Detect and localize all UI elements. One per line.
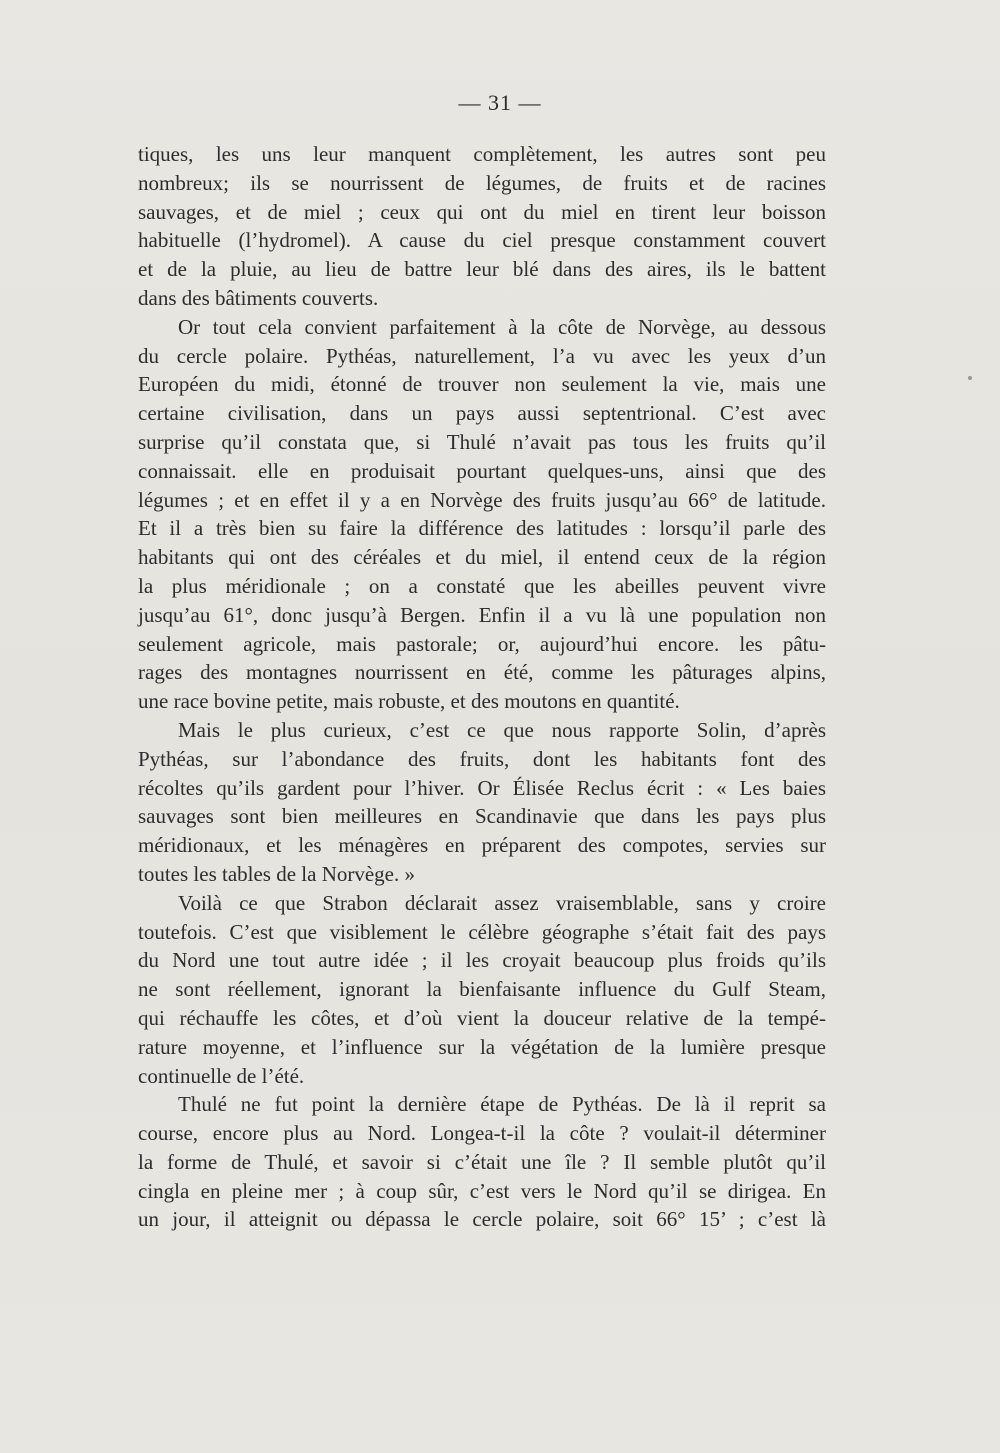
text-line: connaissait. elle en produisait pourtant quelques-uns, ainsi que des	[138, 458, 826, 483]
text-line: du Nord une tout autre idée ; il les croyait beaucoup plus froids qu’ils	[138, 948, 826, 973]
text-line: un jour, il atteignit ou dépassa le cercle polaire, soit 66° 15’ ; c’est là	[138, 1207, 826, 1232]
text-line: Voilà ce que Strabon déclarait assez vraisemblable, sans y croire	[178, 890, 826, 915]
text-line: et de la pluie, au lieu de battre leur blé dans des aires, ils le battent	[138, 257, 826, 282]
text-line: la plus méridionale ; on a constaté que les abeilles peuvent vivre	[138, 573, 826, 598]
text-line: toutes les tables de la Norvège. »	[138, 861, 415, 886]
text-line: qui réchauffe les côtes, et d’où vient la douceur relative de la tempé-	[138, 1005, 826, 1030]
text-line: habituelle (l’hydromel). A cause du ciel presque constamment couvert	[138, 228, 826, 253]
text-line: toutefois. C’est que visiblement le célèbre géographe s’était fait des pays	[138, 919, 826, 944]
text-line: continuelle de l’été.	[138, 1063, 305, 1088]
text-line: ne sont réellement, ignorant la bienfaisante influence du Gulf Steam,	[138, 977, 826, 1002]
text-line: légumes ; et en effet il y a en Norvège des fruits jusqu’au 66° de latitude.	[138, 487, 826, 512]
text-line: la forme de Thulé, et savoir si c’était une île ? Il semble plutôt qu’il	[138, 1149, 826, 1174]
text-line: méridionaux, et les ménagères en préparent des compotes, servies sur	[138, 833, 826, 858]
body-text	[138, 140, 826, 1234]
text-line: une race bovine petite, mais robuste, et des moutons en quantité.	[138, 689, 680, 714]
text-line: dans des bâtiments couverts.	[138, 285, 379, 310]
text-line: Et il a très bien su faire la différence des latitudes : lorsqu’il parle des	[138, 516, 826, 541]
text-line: surprise qu’il constata que, si Thulé n’avait pas tous les fruits qu’il	[138, 429, 826, 454]
text-line: rature moyenne, et l’influence sur la végétation de la lumière presque	[138, 1034, 826, 1059]
text-line: cingla en pleine mer ; à coup sûr, c’est vers le Nord qu’il se dirigea. En	[138, 1178, 826, 1203]
paper-speck	[968, 376, 972, 380]
page-number: — 31 —	[458, 90, 542, 115]
text-line: du cercle polaire. Pythéas, naturellement, l’a vu avec les yeux d’un	[138, 343, 826, 368]
text-line: certaine civilisation, dans un pays aussi septentrional. C’est avec	[138, 401, 826, 426]
text-line: sauvages, et de miel ; ceux qui ont du miel en tirent leur boisson	[138, 199, 826, 224]
text-line: course, encore plus au Nord. Longea-t-il la côte ? voulait-il déterminer	[138, 1121, 826, 1146]
text-line: seulement agricole, mais pastorale; or, aujourd’hui encore. les pâtu-	[138, 631, 826, 656]
text-line: Mais le plus curieux, c’est ce que nous rapporte Solin, d’après	[178, 717, 826, 742]
text-line: récoltes qu’ils gardent pour l’hiver. Or Élisée Reclus écrit : « Les baies	[138, 775, 826, 800]
text-line: jusqu’au 61°, donc jusqu’à Bergen. Enfin il a vu là une population non	[138, 602, 826, 627]
text-line: tiques, les uns leur manquent complètement, les autres sont peu	[138, 142, 826, 166]
text-line: rages des montagnes nourrissent en été, comme les pâturages alpins,	[138, 660, 826, 685]
text-line: habitants qui ont des céréales et du miel, il entend ceux de la région	[138, 545, 826, 570]
text-line: sauvages sont bien meilleures en Scandinavie que dans les pays plus	[138, 804, 826, 829]
text-line: Européen du midi, étonné de trouver non seulement la vie, mais une	[138, 372, 826, 397]
text-line: Thulé ne fut point la dernière étape de Pythéas. De là il reprit sa	[178, 1092, 826, 1117]
text-line: Pythéas, sur l’abondance des fruits, dont les habitants font des	[138, 746, 826, 771]
text-line: Or tout cela convient parfaitement à la côte de Norvège, au dessous	[178, 314, 826, 339]
text-line: nombreux; ils se nourrissent de légumes, de fruits et de racines	[138, 170, 826, 195]
